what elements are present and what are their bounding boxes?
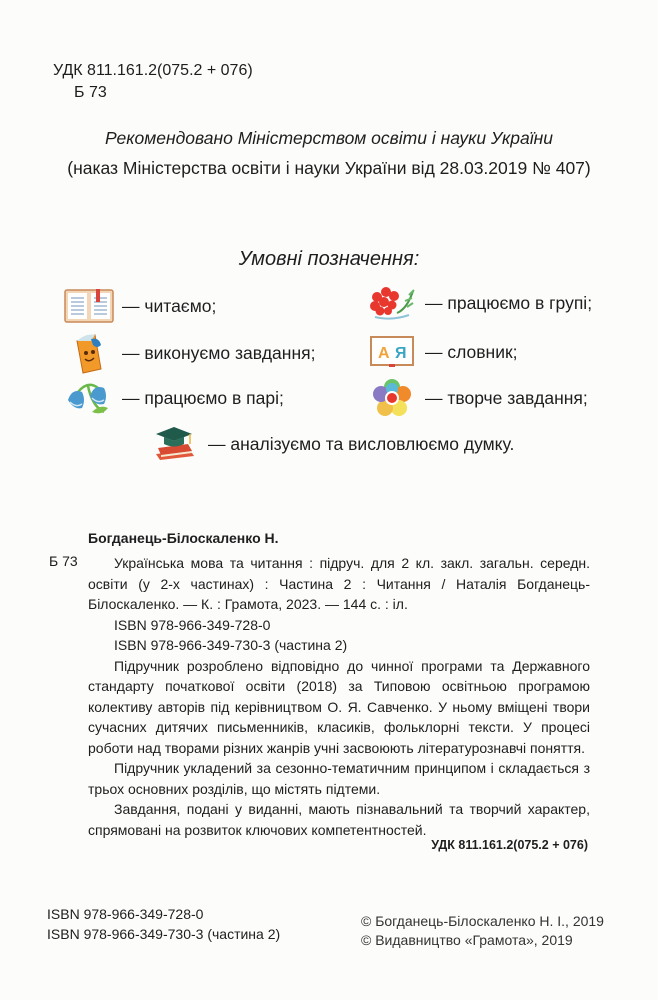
legend-item-creative [367, 378, 588, 418]
catalog-isbn-2: ISBN 978-966-349-730-3 (частина 2) [114, 637, 348, 653]
legend-title: Умовні позначення: [238, 248, 420, 270]
legend-label-reading: — читаємо; [122, 295, 217, 316]
catalog-annotation-2: Підручник укладений за сезонно-тематичним принципом і складається з трьох основних розділів, що містять підтеми. [88, 760, 590, 797]
bluebell-flowers-icon [64, 378, 114, 418]
bbk-code: Б 73 [74, 84, 107, 101]
footer-isbn-1: ISBN 978-966-349-728-0 [47, 906, 204, 922]
legend-item-pair-work [64, 378, 284, 418]
legend-label-dictionary: — словник; [425, 341, 518, 362]
catalog-udk: УДК 811.161.2(075.2 + 076) [431, 838, 588, 852]
catalog-author: Богданець-Білоскаленко Н. [88, 530, 279, 546]
legend-label-creative: — творче завдання; [425, 387, 588, 408]
catalog-bbk-code: Б 73 [49, 553, 78, 569]
dictionary-icon [367, 332, 417, 372]
catalog-annotation-1: Підручник розроблено відповідно до чинної програми та Державного стандарту початкової освіти (2018) за Типовою освітньою програмою колективу авторів під керівництвом О. Я. Савченко. У ньому вміщені твори сучасних дитячих письменників, класиків, фольклорні тексти. У процесі роботи над творами різних жанрів учні засвоюють літературознавчі поняття. [88, 657, 590, 756]
legend-label-group-work: — працюємо в групі; [425, 292, 593, 313]
udk-code: УДК 811.161.2(075.2 + 076) [53, 62, 253, 79]
copyright-author: © Богданець-Білоскаленко Н. І., 2019 [361, 913, 604, 929]
catalog-description: Українська мова та читання : підруч. для 2 кл. закл. загальн. середн. освіти (у 2-х частинах) : Частина 2 : Читання / Наталія Богданець-Білоскаленко. — К. : Грамота, 2023. — 144 с. : іл. [88, 555, 590, 612]
legend-label-tasks: — виконуємо завдання; [122, 342, 316, 363]
recommendation-text: Рекомендовано Міністерством освіти і науки України [105, 128, 553, 148]
legend-item-reading [64, 286, 216, 326]
pencil-case-icon [64, 333, 114, 373]
legend-item-dictionary [367, 332, 518, 372]
rowan-berries-icon [367, 283, 417, 323]
colorful-flower-icon [367, 378, 417, 418]
footer-isbn-2: ISBN 978-966-349-730-3 (частина 2) [47, 926, 281, 942]
legend-item-group-work [367, 283, 592, 323]
copyright-publisher: © Видавництво «Грамота», 2019 [361, 932, 573, 948]
legend-label-pair-work: — працюємо в парі; [122, 387, 284, 408]
legend-item-analyze [150, 424, 514, 464]
catalog-card [88, 553, 590, 840]
legend-label-analyze: — аналізуємо та висловлюємо думку. [208, 433, 515, 454]
catalog-isbn-1: ISBN 978-966-349-728-0 [114, 616, 271, 633]
dictionary-letter-ya: Я [395, 345, 407, 362]
dictionary-letter-a: А [378, 345, 390, 362]
open-book-icon [64, 286, 114, 326]
legend-item-tasks [64, 333, 315, 373]
ministry-order: (наказ Міністерства освіти і науки України від 28.03.2019 № 407) [67, 158, 591, 178]
graduation-cap-books-icon [150, 424, 200, 464]
catalog-annotation-3: Завдання, подані у виданні, мають пізнавальний та творчий характер, спрямовані на розвиток ключових компетентностей. [88, 801, 590, 838]
